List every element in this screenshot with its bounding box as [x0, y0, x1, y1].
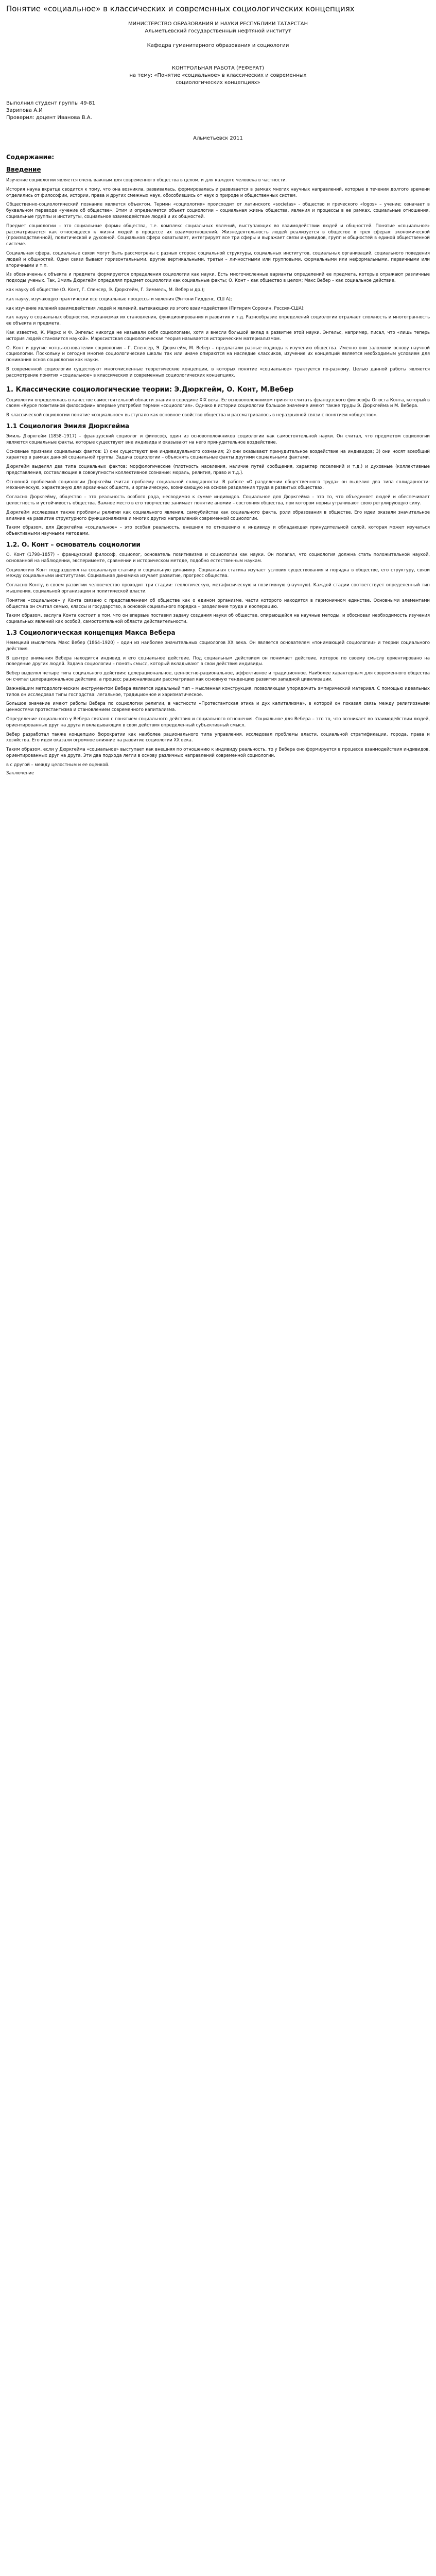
paragraph: Согласно Конту, в своем развитии человечество проходит три стадии: теологическую, метафизическую и позитивную (научную). Каждой стадии соответствует определенный тип мышления, социальной организации и политической власти.: [6, 582, 430, 594]
paragraph: Понятие «социальное» у Конта связано с представлением об обществе как о едином организме, части которого находятся в гармоничном единстве. Основными элементами общества он считал семью, классы и государство, а основой социального порядка – разделение труда и кооперацию.: [6, 597, 430, 609]
paragraph: Немецкий мыслитель Макс Вебер (1864–1920) – один из наиболее значительных социологов XX века. Он является основателем «понимающей социологии» и теории социального действия.: [6, 640, 430, 651]
paragraph: Основные признаки социальных фактов: 1) они существуют вне индивидуального сознания; 2) они оказывают принудительное воздействие на индивидов; 3) они носят всеобщий характер в рамках данной социальной группы. Задача социологии – объяснять социальные факты другими социальными фактами.: [6, 448, 430, 460]
paragraph: В современной социологии существуют многочисленные теоретические концепции, в которых понятие «социальное» трактуется по-разному. Целью данной работы является рассмотрение понятия «социальное» в классических и современных социологических концепциях.: [6, 366, 430, 378]
paragraph: Таким образом, для Дюркгейма «социальное» – это особая реальность, внешняя по отношению к индивиду и обладающая принудительной силой, которая может изучаться объективными научными методами.: [6, 524, 430, 536]
paragraph: Вебер разработал также концепцию бюрократии как наиболее рационального типа управления, исследовал проблемы власти, социальной стратификации, города, права и хозяйства. Его идеи оказали огромное влияние на развитие социологии XX века.: [6, 731, 430, 743]
section-1-3-heading: 1.3 Социологическая концепция Макса Вебера: [6, 629, 176, 637]
ministry-line: МИНИСТЕРСТВО ОБРАЗОВАНИЯ И НАУКИ РЕСПУБЛИКИ ТАТАРСТАН: [128, 21, 308, 27]
paragraph: как науку, изучающую практически все социальные процессы и явления (Энтони Гидденс, СШ А);: [6, 296, 232, 301]
paragraph: как науку о социальных общностях, механизмах их становления, функционирования и развития и т.д. Разнообразие определений социологии отражает сложность и многогранность ее объекта и предмета.: [6, 314, 430, 326]
conclusion-heading: Заключение: [6, 770, 34, 775]
section-1-heading: 1. Классические социологические теории: Э.Дюркгейм, О. Конт, М.Вебер: [6, 385, 294, 394]
document-page: [0, 0, 436, 776]
paragraph: Из обозначенных объекта и предмета формируются определения социологии как науки. Есть многочисленные варианты определений ее предмета, которые отражают различные подходы ученых. Так, Эмиль Дюркгейм определял предмет социологии как социальные факты; О. Конт – как общество в целом; Макс Вебер – как социальное действие.: [6, 272, 430, 283]
topic-line-1: на тему: «Понятие «социальное» в классических и современных: [129, 73, 307, 78]
intro-heading: Введение: [6, 166, 41, 173]
paragraph: Дюркгейм исследовал также проблемы религии как социального явления, самоубийства как социального факта, роли образования в обществе. Его идеи оказали значительное влияние на развитие структурного функционализма и многих других направлений современной социологии.: [6, 509, 430, 521]
paragraph: Согласно Дюркгейму, общество – это реальность особого рода, несводимая к сумме индивидов. Социальное для Дюркгейма – это то, что объединяет людей и обеспечивает целостность и устойчивость общества. Важное место в его творчестве занимает понятие аномии – состояния общества, при котором нормы утрачивают свою регулирующую силу.: [6, 494, 430, 506]
paragraph: Эмиль Дюркгейм (1858–1917) – французский социолог и философ, один из основоположников социологии как самостоятельной науки. Он считал, что предметом социологии являются социальные факты, которые существуют вне индивида и оказывают на него принудительное воздействие.: [6, 433, 430, 445]
paragraph: Важнейшим методологическим инструментом Вебера является идеальный тип – мысленная конструкция, позволяющая упорядочить эмпирический материал. С помощью идеальных типов он исследовал типы господства: легальное, традиционное и харизматическое.: [6, 685, 430, 697]
section-1-body: [6, 397, 430, 418]
paragraph: В классической социологии понятие «социальное» выступало как основное свойство общества и рассматривалось в неразрывной связи с понятием «общество».: [6, 412, 378, 418]
paragraph: О. Конт (1798–1857) – французский философ, социолог, основатель позитивизма и социологии как науки. Он полагал, что социология должна стать положительной наукой, основанной на наблюдении, эксперименте, сравнении и историческом методе, подобно естественным наукам.: [6, 552, 430, 563]
section-1-3-body: [6, 640, 430, 759]
paragraph: В центре внимания Вебера находится индивид и его социальное действие. Под социальным действием он понимает действие, которое по своему смыслу ориентировано на поведение других людей. Задача социологии – понять смысл, который вкладывают в свои действия индивиды.: [6, 655, 430, 667]
paragraph: Вебер выделял четыре типа социального действия: целерациональное, ценностно-рациональное, аффективное и традиционное. Наиболее характерным для современного общества он считал целерациональное действие, а процесс рационализации рассматривал как основную тенденцию развития западной цивилизации.: [6, 670, 430, 682]
paragraph: как науку об обществе (О. Конт, Г. Спенсер, Э. Дюркгейм, Г. Зиммель, М. Вебер и др.);: [6, 286, 205, 292]
document-title: Понятие «социальное» в классических и современных социологических концепциях: [6, 4, 355, 13]
paragraph: Общественно-социологический познание является объектом. Термин «социология» происходит от латинского «societas» - общество и греческого «logos» – учение; означает в буквальном переводе «учение об обществе». Этим и определяется объект социологии – социальная жизнь общества, явления и процессы в ее рамках, социальные отношения, социальные группы и институты, социальное взаимодействие людей и их общностей.: [6, 201, 430, 219]
paragraph: Как известно, К. Маркс и Ф. Энгельс никогда не называли себя социологами, хотя и внесли большой вклад в развитие этой науки. Энгельс, например, писал, что «лишь теперь история людей становится наукой». Марксистская социологическая теория называется историческим материализмом.: [6, 329, 430, 341]
paragraph: Основной проблемой социологии Дюркгейм считал проблему социальной солидарности. В работе «О разделении общественного труда» он выделил два типа солидарности: механическую, характерную для архаичных обществ, и органическую, возникающую на основе разделения труда в развитых обществах.: [6, 479, 430, 490]
paragraph: Предмет социологии – это социальные формы общества, т.е. комплекс социальных явлений, выступающих во взаимодействии людей и общностей. Понятие «социальное» рассматривается как относящееся к жизни людей в процессе их взаимоотношений. Жизнедеятельность людей реализуется в обществе в трех сферах: экономической (производственной), политической и духовной. Социальная сфера охватывает, интегрирует все три сферы и выражает связи индивидов, групп и общностей в единой общественной системе.: [6, 223, 430, 247]
intro-body: [6, 177, 430, 379]
student-name-line: Зарипова А.И: [6, 108, 43, 113]
city-year-line: Альметьевск 2011: [193, 135, 243, 141]
paragraph: Социальная сфера, социальные связи могут быть рассмотрены с разных сторон: социальной структуры, социальных институтов, социальных организаций, социального поведения людей и общностей. Одни связи бывают горизонтальными, другие вертикальными, третьи – личностными или групповыми, формальными или неформальными, первичными или вторичными и т.п.: [6, 250, 430, 268]
paragraph: История наука вкратце сводится к тому, что она возникла, развивалась, формировалась и развивается в рамках многих научных направлений, которые в течении долгого времени отделились от философии, истории, права и других смежных наук, обособившись от наук о природе и общественных систем.: [6, 186, 430, 198]
section-1-1-heading: 1.1 Социология Эмиля Дюркгейма: [6, 422, 130, 430]
paragraph: Дюркгейм выделял два типа социальных фактов: морфологические (плотность населения, наличие путей сообщения, характер поселений и т.д.) и духовные (коллективные представления, составляющие в совокупности коллективное сознание: мораль, религия, право и т.д.).: [6, 464, 430, 475]
work-type-line: КОНТРОЛЬНАЯ РАБОТА (РЕФЕРАТ): [171, 65, 265, 71]
topic-line-2: социологических концепциях»: [176, 80, 260, 86]
paragraph: О. Конт и другие «отцы-основатели» социологии – Г. Спенсер, Э. Дюркгейм, М. Вебер – предлагали разные подходы к изучению общества. Именно они заложили основу научной социологии. Поскольку и сегодня многие социологические школы так или иначе опираются на наследие классиков, изучение их концепций является необходимым условием для понимания основ социологии как науки.: [6, 345, 430, 363]
ending-line: в с другой – между целостным и ее оценкой.: [6, 761, 110, 767]
department-line: Кафедра гуманитарного образования и социологии: [147, 43, 289, 48]
section-1-1-body: [6, 433, 430, 537]
toc-heading: Содержание:: [6, 154, 55, 161]
paragraph: Определение социального у Вебера связано с понятием социального действия и социального отношения. Социальное для Вебера – это то, что возникает во взаимодействии людей, ориентированных друг на друга и вкладывающих в свои действия определенный субъективный смысл.: [6, 716, 430, 727]
section-1-2-heading: 1.2. О. Конт – основатель социологии: [6, 541, 141, 549]
student-line: Выполнил студент группы 49-81: [6, 100, 95, 106]
paragraph: Большое значение имеют работы Вебера по социологии религии, в частности «Протестантская этика и дух капитализма», в которой он показал связь между религиозными ценностями протестантизма и становлением современного капитализма.: [6, 701, 430, 713]
paragraph: Социологию Конт подразделял на социальную статику и социальную динамику. Социальная статика изучает условия существования и порядка в обществе, его структуру, связи между социальными институтами. Социальная динамика изучает развитие, прогресс общества.: [6, 567, 430, 579]
paragraph: Таким образом, заслуга Конта состоит в том, что он впервые поставил задачу создания науки об обществе, опирающейся на научные методы, и обосновал необходимость изучения социальных явлений как особой, самостоятельной области действительности.: [6, 613, 430, 624]
paragraph: Изучение социологии является очень важным для современного общества в целом, и для каждого человека в частности.: [6, 177, 287, 182]
paragraph: как изучение явлений взаимодействия людей и явлений, вытекающих из этого взаимодействия (Питирим Сорокин, Россия-США);: [6, 305, 305, 311]
paragraph: Таким образом, если у Дюркгейма «социальное» выступает как внешняя по отношению к индивиду реальность, то у Вебера оно формируется в процессе взаимодействия индивидов, ориентированных друг на друга. Эти два подхода легли в основу различных направлений современной социологии.: [6, 747, 430, 758]
paragraph: Социология определялась в качестве самостоятельной области знания в середине XIX века. Ее основоположником принято считать французского философа Огюста Конта, который в своем «Курсе позитивной философии» впервые употребил термин «социология». Однако в истории социологии большое значение имеют также труды Э. Дюркгейма и М. Вебера.: [6, 397, 430, 409]
institute-line: Альметьевский государственный нефтяной институт: [145, 28, 291, 34]
checker-line: Проверил: доцент Иванова В.А.: [6, 115, 92, 121]
author-block: [6, 100, 430, 122]
section-1-2-body: [6, 552, 430, 625]
